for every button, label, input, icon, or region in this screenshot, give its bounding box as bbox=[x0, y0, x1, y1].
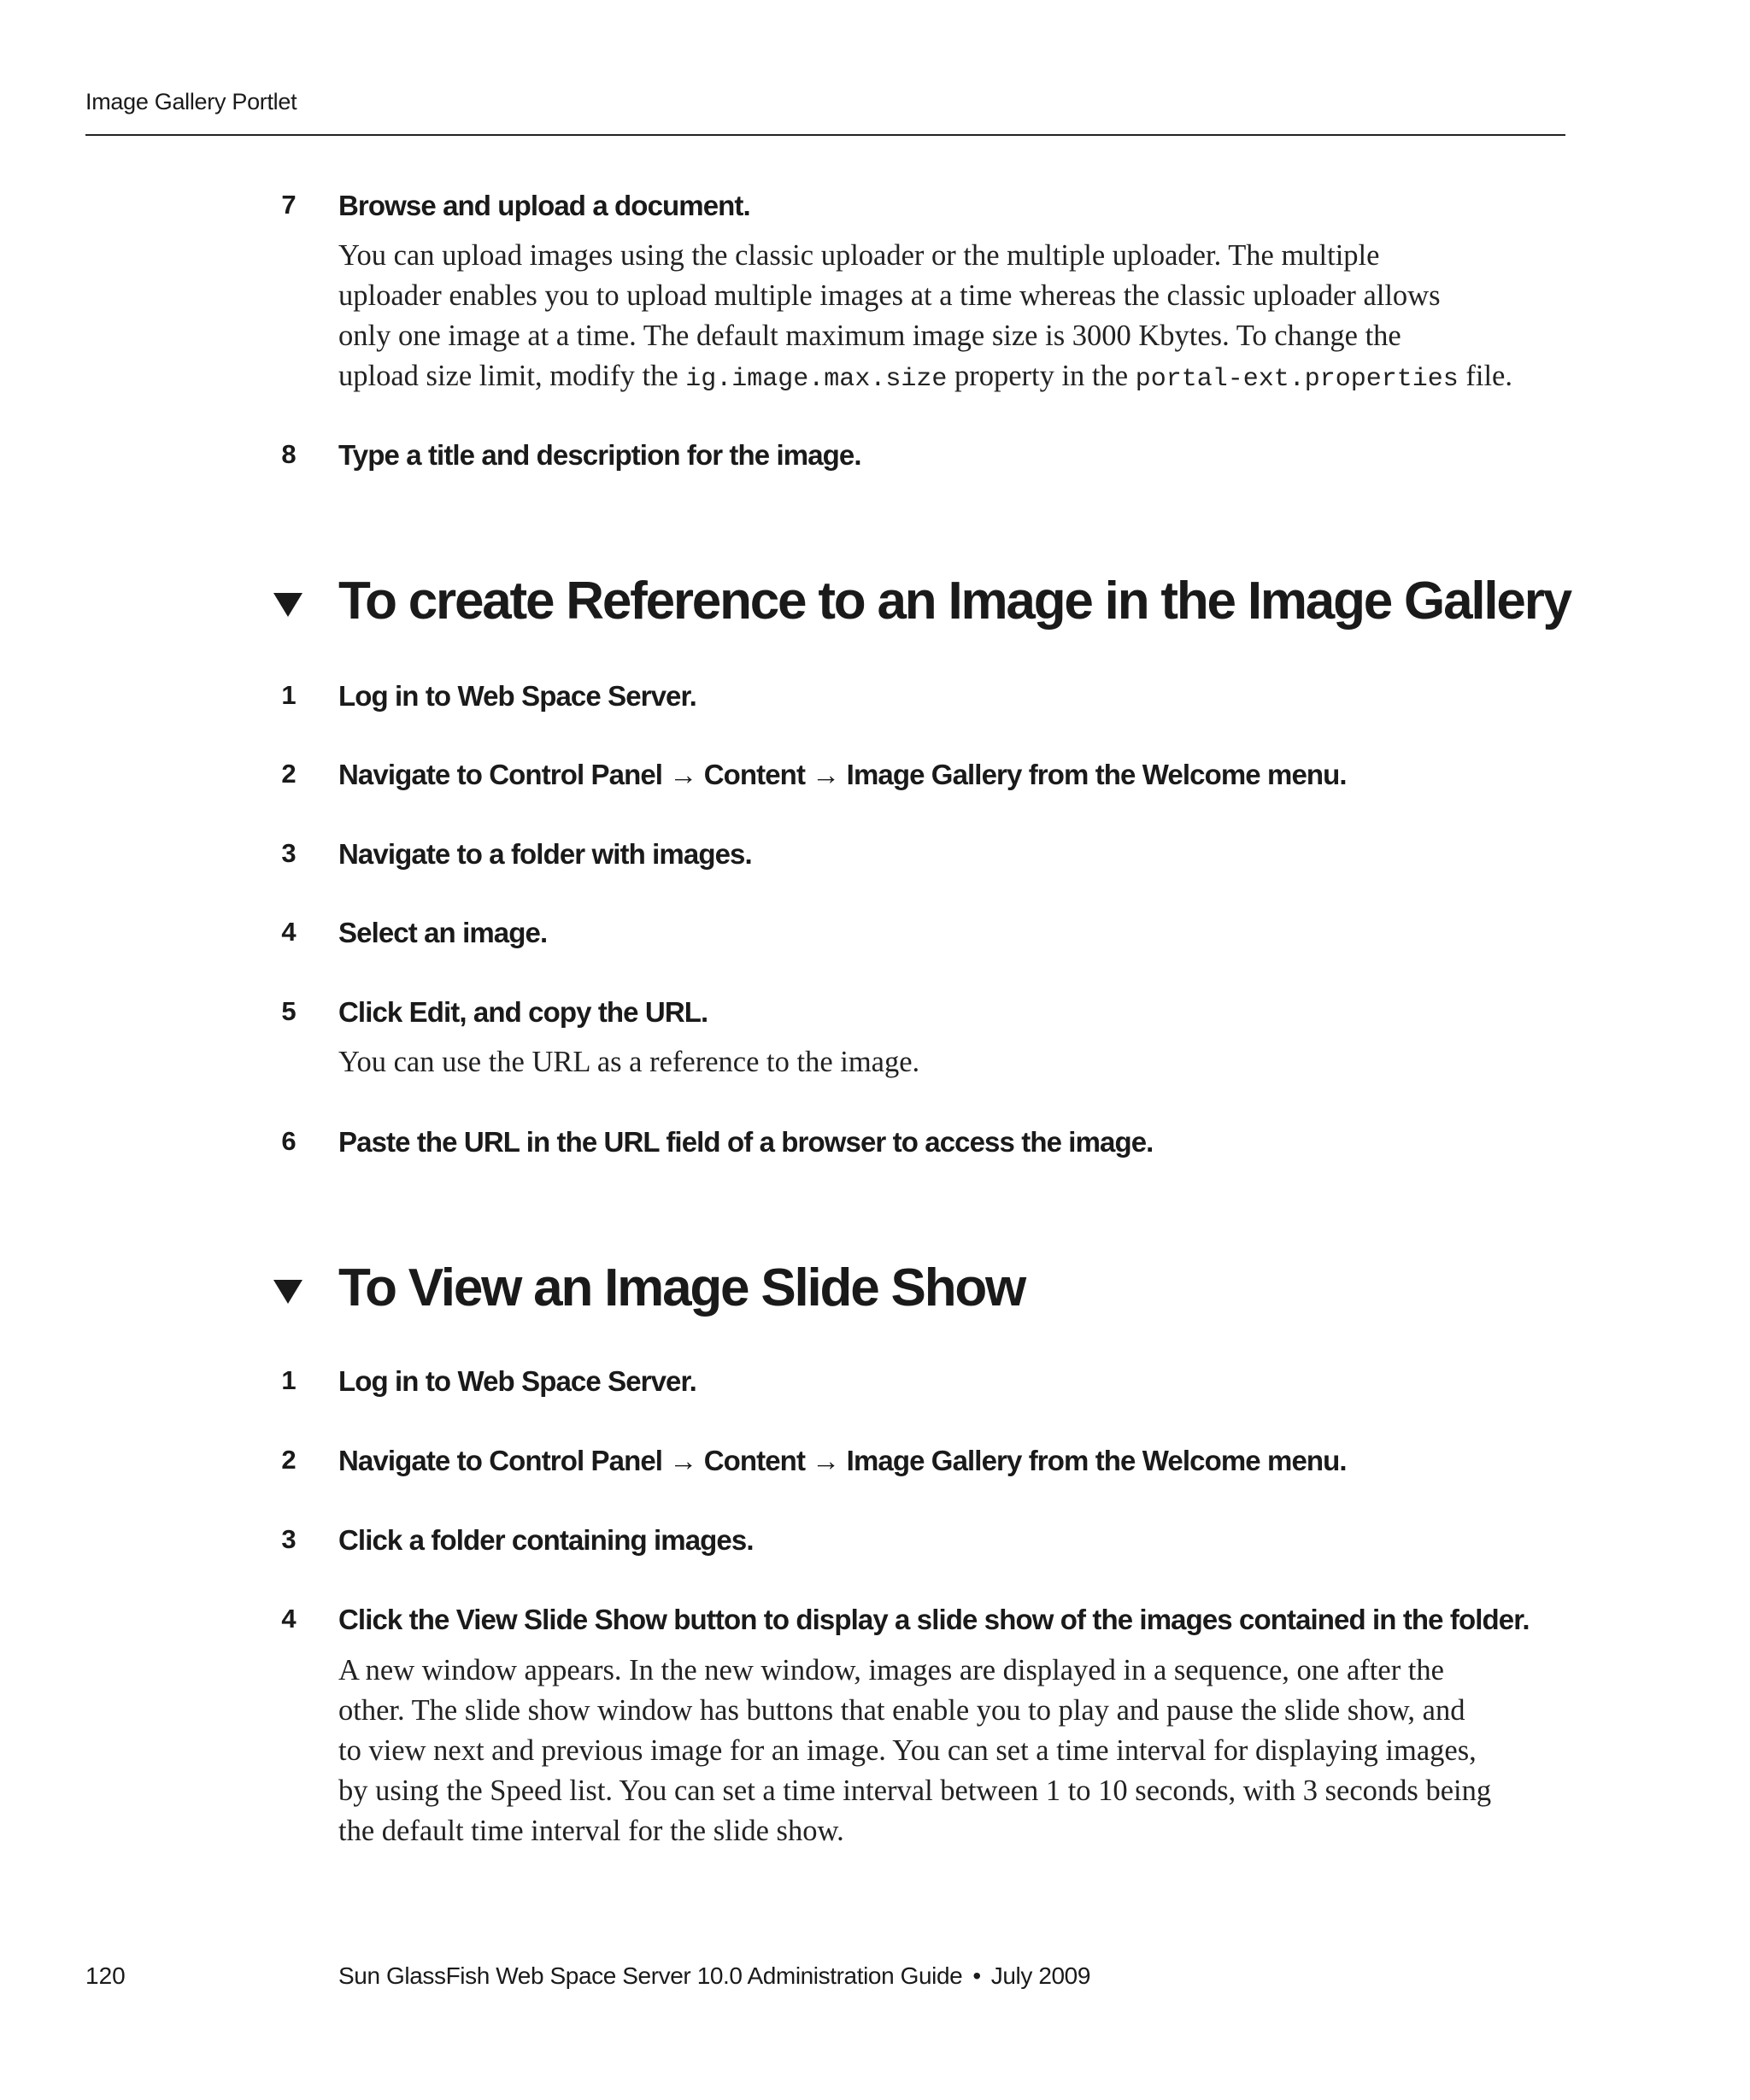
step-title: Click Edit, and copy the URL. bbox=[338, 996, 708, 1028]
running-header: Image Gallery Portlet bbox=[85, 89, 297, 114]
step-body bbox=[338, 1042, 1577, 1082]
step-body bbox=[338, 1651, 1577, 1851]
step-title: Log in to Web Space Server. bbox=[338, 1365, 696, 1397]
section-title: To View an Image Slide Show bbox=[338, 1258, 1025, 1317]
header-rule bbox=[85, 134, 1565, 136]
footer-book-title bbox=[338, 1962, 1090, 1990]
step-title: Navigate to Control Panel → Content → Image Gallery from the Welcome menu. bbox=[338, 759, 1347, 790]
book-title: Sun GlassFish Web Space Server 10.0 Administration Guide bbox=[338, 1962, 963, 1989]
step-number: 3 bbox=[281, 1524, 297, 1554]
property-name-code: ig.image.max.size bbox=[685, 365, 948, 394]
step-title: Browse and upload a document. bbox=[338, 190, 750, 221]
triangle-down-icon bbox=[273, 593, 302, 617]
publication-date: July 2009 bbox=[990, 1962, 1091, 1989]
body-line: You can use the URL as a reference to the image. bbox=[338, 1046, 920, 1078]
text-run: upload size limit, modify the bbox=[338, 360, 686, 392]
body-line bbox=[338, 356, 1577, 400]
footer-separator: • bbox=[972, 1962, 981, 1989]
body-line: uploader enables you to upload multiple images at a time whereas the classic uploader allows bbox=[338, 279, 1441, 312]
step-number: 5 bbox=[281, 996, 297, 1026]
section-title: To create Reference to an Image in the Image Gallery bbox=[338, 572, 1571, 631]
step-number: 8 bbox=[281, 439, 297, 469]
text-run: property in the bbox=[947, 360, 1136, 392]
page-number: 120 bbox=[85, 1962, 126, 1989]
body-line: You can upload images using the classic uploader or the multiple uploader. The multiple bbox=[338, 239, 1380, 272]
body-line: the default time interval for the slide show. bbox=[338, 1815, 844, 1847]
text-run: file. bbox=[1458, 360, 1512, 392]
step-body bbox=[338, 236, 1577, 400]
step-number: 3 bbox=[281, 838, 297, 868]
step-number: 2 bbox=[281, 1445, 297, 1475]
step-number: 1 bbox=[281, 680, 297, 710]
step-title: Navigate to Control Panel → Content → Image Gallery from the Welcome menu. bbox=[338, 1445, 1347, 1476]
step-title: Log in to Web Space Server. bbox=[338, 680, 696, 712]
step-title: Paste the URL in the URL field of a browser to access the image. bbox=[338, 1126, 1154, 1158]
triangle-down-icon bbox=[273, 1280, 302, 1304]
step-number: 2 bbox=[281, 759, 297, 789]
body-line: other. The slide show window has buttons that enable you to play and pause the slide show, and bbox=[338, 1694, 1465, 1727]
body-line: to view next and previous image for an image. You can set a time interval for displaying images, bbox=[338, 1734, 1477, 1767]
body-line: only one image at a time. The default maximum image size is 3000 Kbytes. To change the bbox=[338, 320, 1401, 352]
step-number: 4 bbox=[281, 917, 297, 947]
filename-code: portal-ext.properties bbox=[1135, 365, 1459, 394]
body-line: A new window appears. In the new window, images are displayed in a sequence, one after the bbox=[338, 1654, 1444, 1686]
step-title: Select an image. bbox=[338, 917, 548, 948]
step-title: Navigate to a folder with images. bbox=[338, 838, 752, 870]
step-number: 6 bbox=[281, 1126, 297, 1156]
step-title: Click a folder containing images. bbox=[338, 1524, 754, 1556]
step-title: Type a title and description for the image. bbox=[338, 439, 861, 471]
step-title: Click the View Slide Show button to display a slide show of the images contained in the folder. bbox=[338, 1604, 1530, 1635]
step-number: 1 bbox=[281, 1365, 297, 1395]
step-number: 7 bbox=[281, 190, 297, 220]
step-number: 4 bbox=[281, 1604, 297, 1634]
body-line: by using the Speed list. You can set a time interval between 1 to 10 seconds, with 3 seconds being bbox=[338, 1774, 1492, 1807]
